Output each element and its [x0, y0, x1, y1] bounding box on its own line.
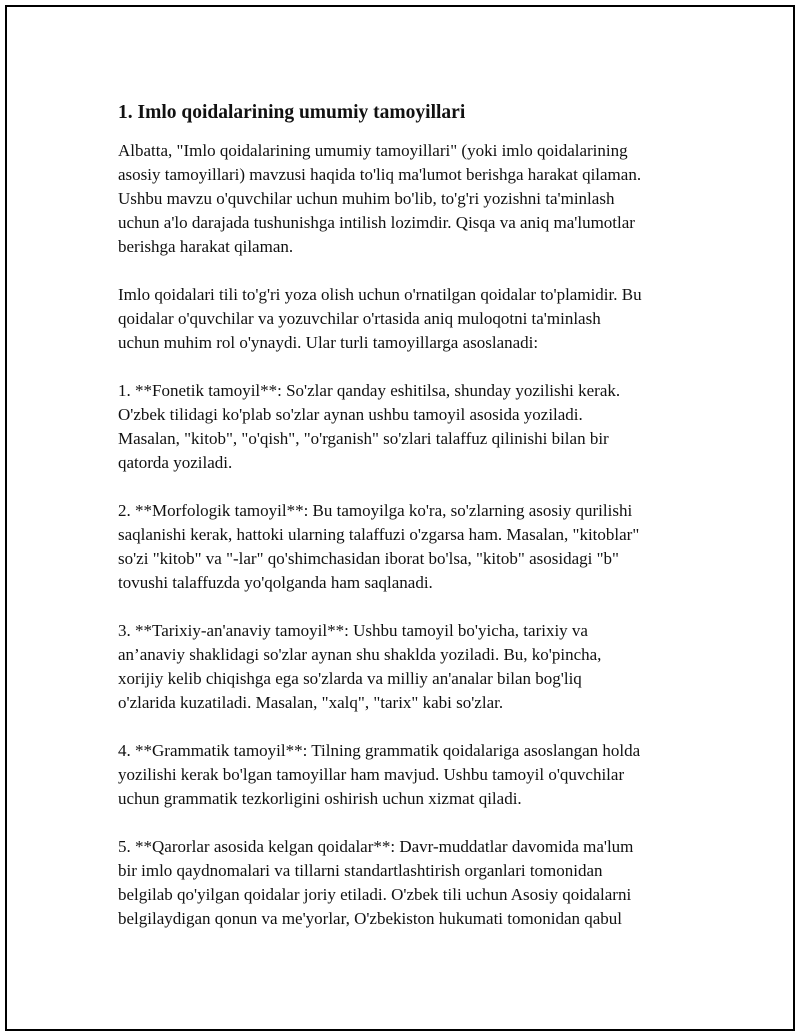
paragraph-1: [118, 139, 708, 259]
text-line: Masalan, "kitob", "o'qish", "o'rganish" so'zlari talaffuz qilinishi bilan bir: [118, 429, 609, 448]
text-line: qatorda yoziladi.: [118, 453, 233, 472]
page-frame: [5, 5, 795, 1031]
text-line: uchun muhim rol o'ynaydi. Ular turli tamoyillarga asoslanadi:: [118, 333, 539, 352]
text-line: uchun grammatik tezkorligini oshirish uchun xizmat qiladi.: [118, 789, 522, 808]
text-line: tovushi talaffuzda yo'qolganda ham saqlanadi.: [118, 573, 433, 592]
text-line: Ushbu mavzu o'quvchilar uchun muhim bo'lib, to'g'ri yozishni ta'minlash: [118, 189, 615, 208]
text-line: belgilaydigan qonun va me'yorlar, O'zbekiston hukumati tomonidan qabul: [118, 909, 623, 928]
text-line: 2. **Morfologik tamoyil**: Bu tamoyilga ko'ra, so'zlarning asosiy qurilishi: [118, 501, 633, 520]
text-line: o'zlarida kuzatiladi. Masalan, "xalq", "tarix" kabi so'zlar.: [118, 693, 504, 712]
text-line: asosiy tamoyillari) mavzusi haqida to'liq ma'lumot berishga harakat qilaman.: [118, 165, 642, 184]
text-line: Albatta, "Imlo qoidalarining umumiy tamoyillari" (yoki imlo qoidalarining: [118, 141, 628, 160]
text-line: saqlanishi kerak, hattoki ularning talaffuzi o'zgarsa ham. Masalan, "kitoblar": [118, 525, 640, 544]
paragraph-2: [118, 283, 708, 355]
text-line: 1. **Fonetik tamoyil**: So'zlar qanday eshitilsa, shunday yozilishi kerak.: [118, 381, 621, 400]
paragraph-6: [118, 739, 708, 811]
text-line: O'zbek tilidagi ko'plab so'zlar aynan ushbu tamoyil asosida yoziladi.: [118, 405, 583, 424]
text-line: 5. **Qarorlar asosida kelgan qoidalar**: Davr-muddatlar davomida ma'lum: [118, 837, 634, 856]
text-line: xorijiy kelib chiqishga ega so'zlarda va milliy an'analar bilan bog'liq: [118, 669, 582, 688]
paragraph-list: [118, 139, 708, 931]
text-line: 3. **Tarixiy-an'anaviy tamoyil**: Ushbu tamoyil bo'yicha, tarixiy va: [118, 621, 588, 640]
text-line: uchun a'lo darajada tushunishga intilish lozimdir. Qisqa va aniq ma'lumotlar: [118, 213, 635, 232]
text-line: belgilab qo'yilgan qoidalar joriy etiladi. O'zbek tili uchun Asosiy qoidalarni: [118, 885, 632, 904]
text-line: so'zi "kitob" va "-lar" qo'shimchasidan iborat bo'lsa, "kitob" asosidagi "b": [118, 549, 619, 568]
text-line: 4. **Grammatik tamoyil**: Tilning grammatik qoidalariga asoslangan holda: [118, 741, 641, 760]
document-body: [118, 101, 708, 955]
paragraph-5: [118, 619, 708, 715]
text-line: Imlo qoidalari tili to'g'ri yoza olish uchun o'rnatilgan qoidalar to'plamidir. Bu: [118, 285, 642, 304]
paragraph-4: [118, 499, 708, 595]
text-line: berishga harakat qilaman.: [118, 237, 294, 256]
paragraph-7: [118, 835, 708, 931]
text-line: an’anaviy shaklidagi so'zlar aynan shu shaklda yoziladi. Bu, ko'pincha,: [118, 645, 602, 664]
section-heading: 1. Imlo qoidalarining umumiy tamoyillari: [118, 102, 466, 123]
paragraph-3: [118, 379, 708, 475]
text-line: qoidalar o'quvchilar va yozuvchilar o'rtasida aniq muloqotni ta'minlash: [118, 309, 601, 328]
text-line: yozilishi kerak bo'lgan tamoyillar ham mavjud. Ushbu tamoyil o'quvchilar: [118, 765, 625, 784]
text-line: bir imlo qaydnomalari va tillarni standartlashtirish organlari tomonidan: [118, 861, 603, 880]
